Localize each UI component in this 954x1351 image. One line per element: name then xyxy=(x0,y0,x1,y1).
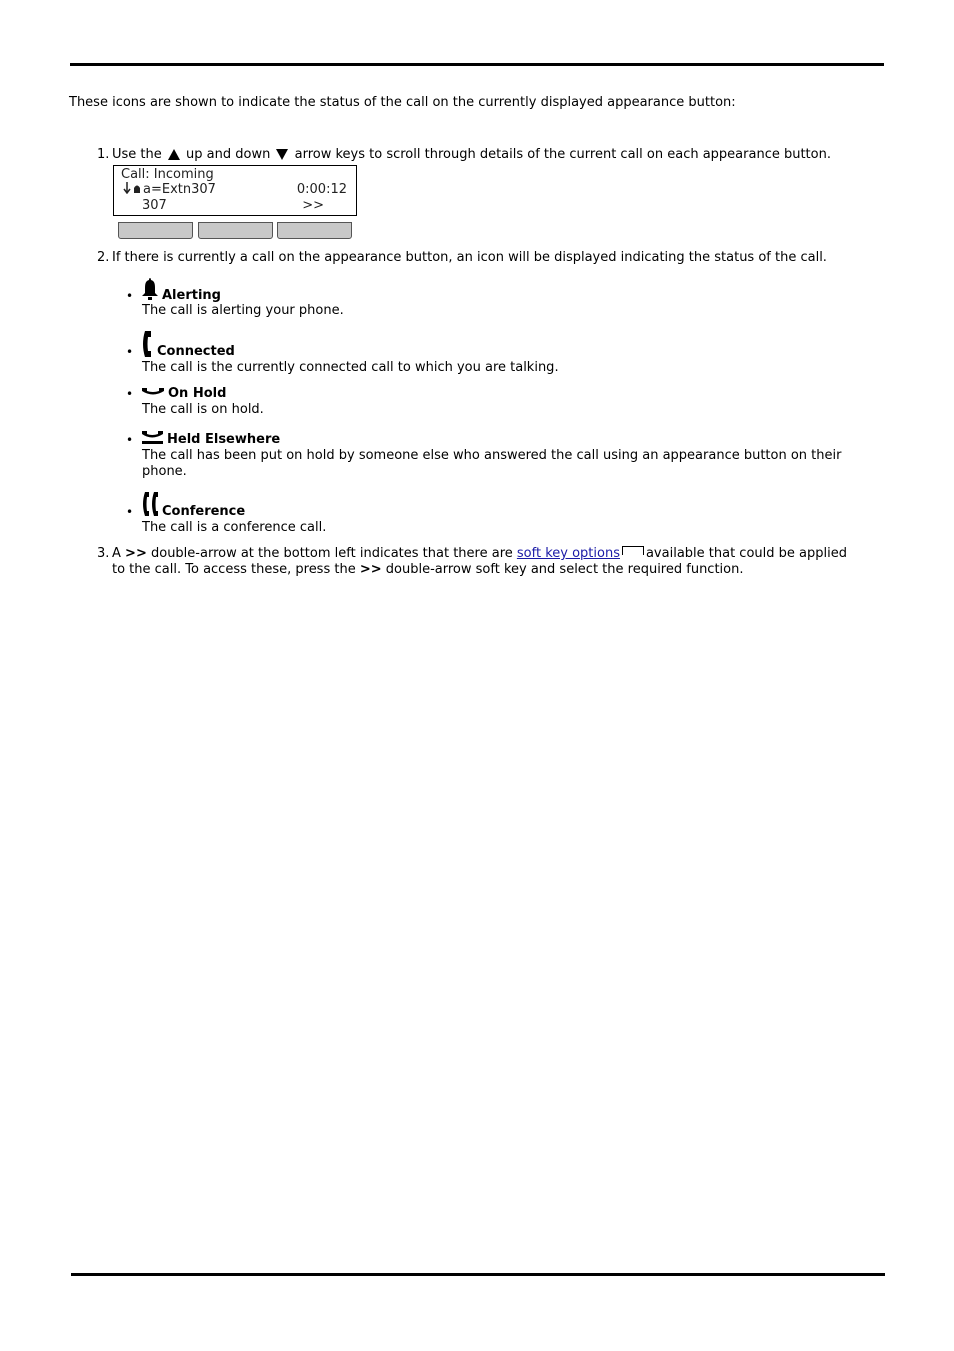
call-timer: 0:00:12 xyxy=(296,182,347,197)
intro-text: These icons are shown to indicate the status of the call on the currently displayed appearance button: xyxy=(69,95,736,110)
icon-label: Alerting xyxy=(162,288,221,303)
step-2: 2. If there is currently a call on the appearance button, an icon will be displayed indicating the status of the call. xyxy=(97,250,827,265)
step-1: 1. Use the up and down arrow keys to scroll through details of the current call on each appearance button. xyxy=(97,147,831,162)
step-number: 3. xyxy=(97,546,110,561)
step-number: 2. xyxy=(97,250,110,265)
soft-key-2[interactable] xyxy=(198,222,273,239)
on-hold-icon xyxy=(142,388,164,396)
header-rule xyxy=(70,63,884,66)
bell-icon xyxy=(142,278,158,300)
icon-label: On Hold xyxy=(168,386,227,401)
link-icon xyxy=(622,546,644,555)
incoming-call-icon xyxy=(123,182,143,194)
phone-display xyxy=(113,165,357,216)
step-number: 1. xyxy=(97,147,110,162)
icon-description: The call is alerting your phone. xyxy=(142,303,344,318)
more-options-indicator: >> xyxy=(302,198,324,213)
held-elsewhere-icon xyxy=(142,431,163,444)
display-line-1: Call: Incoming xyxy=(121,167,214,182)
icon-label: Conference xyxy=(162,504,246,519)
display-line-2: a=Extn307 xyxy=(123,182,216,197)
soft-key-3[interactable] xyxy=(277,222,352,239)
icon-description: The call is the currently connected call to which you are talking. xyxy=(142,360,559,375)
icon-description: The call is a conference call. xyxy=(142,520,327,535)
icon-description: The call has been put on hold by someone else who answered the call using an appearance button on their phone. xyxy=(142,448,842,479)
icon-description: The call is on hold. xyxy=(142,402,264,417)
footer-rule xyxy=(71,1273,885,1276)
down-arrow-icon xyxy=(276,149,288,160)
icon-label: Connected xyxy=(157,344,235,359)
handset-icon xyxy=(142,331,153,357)
icon-label: Held Elsewhere xyxy=(167,432,281,447)
step-3: 3. A >> double-arrow at the bottom left indicates that there are soft key options available that could be applied to the call. To access these, press the >> double-arrow soft key and select the required function. xyxy=(97,546,847,577)
conference-icon xyxy=(142,492,159,516)
soft-key-1[interactable] xyxy=(118,222,193,239)
soft-key-options-link[interactable]: soft key options xyxy=(516,546,620,561)
up-arrow-icon xyxy=(168,149,180,160)
display-line-3: 307 xyxy=(142,198,167,213)
